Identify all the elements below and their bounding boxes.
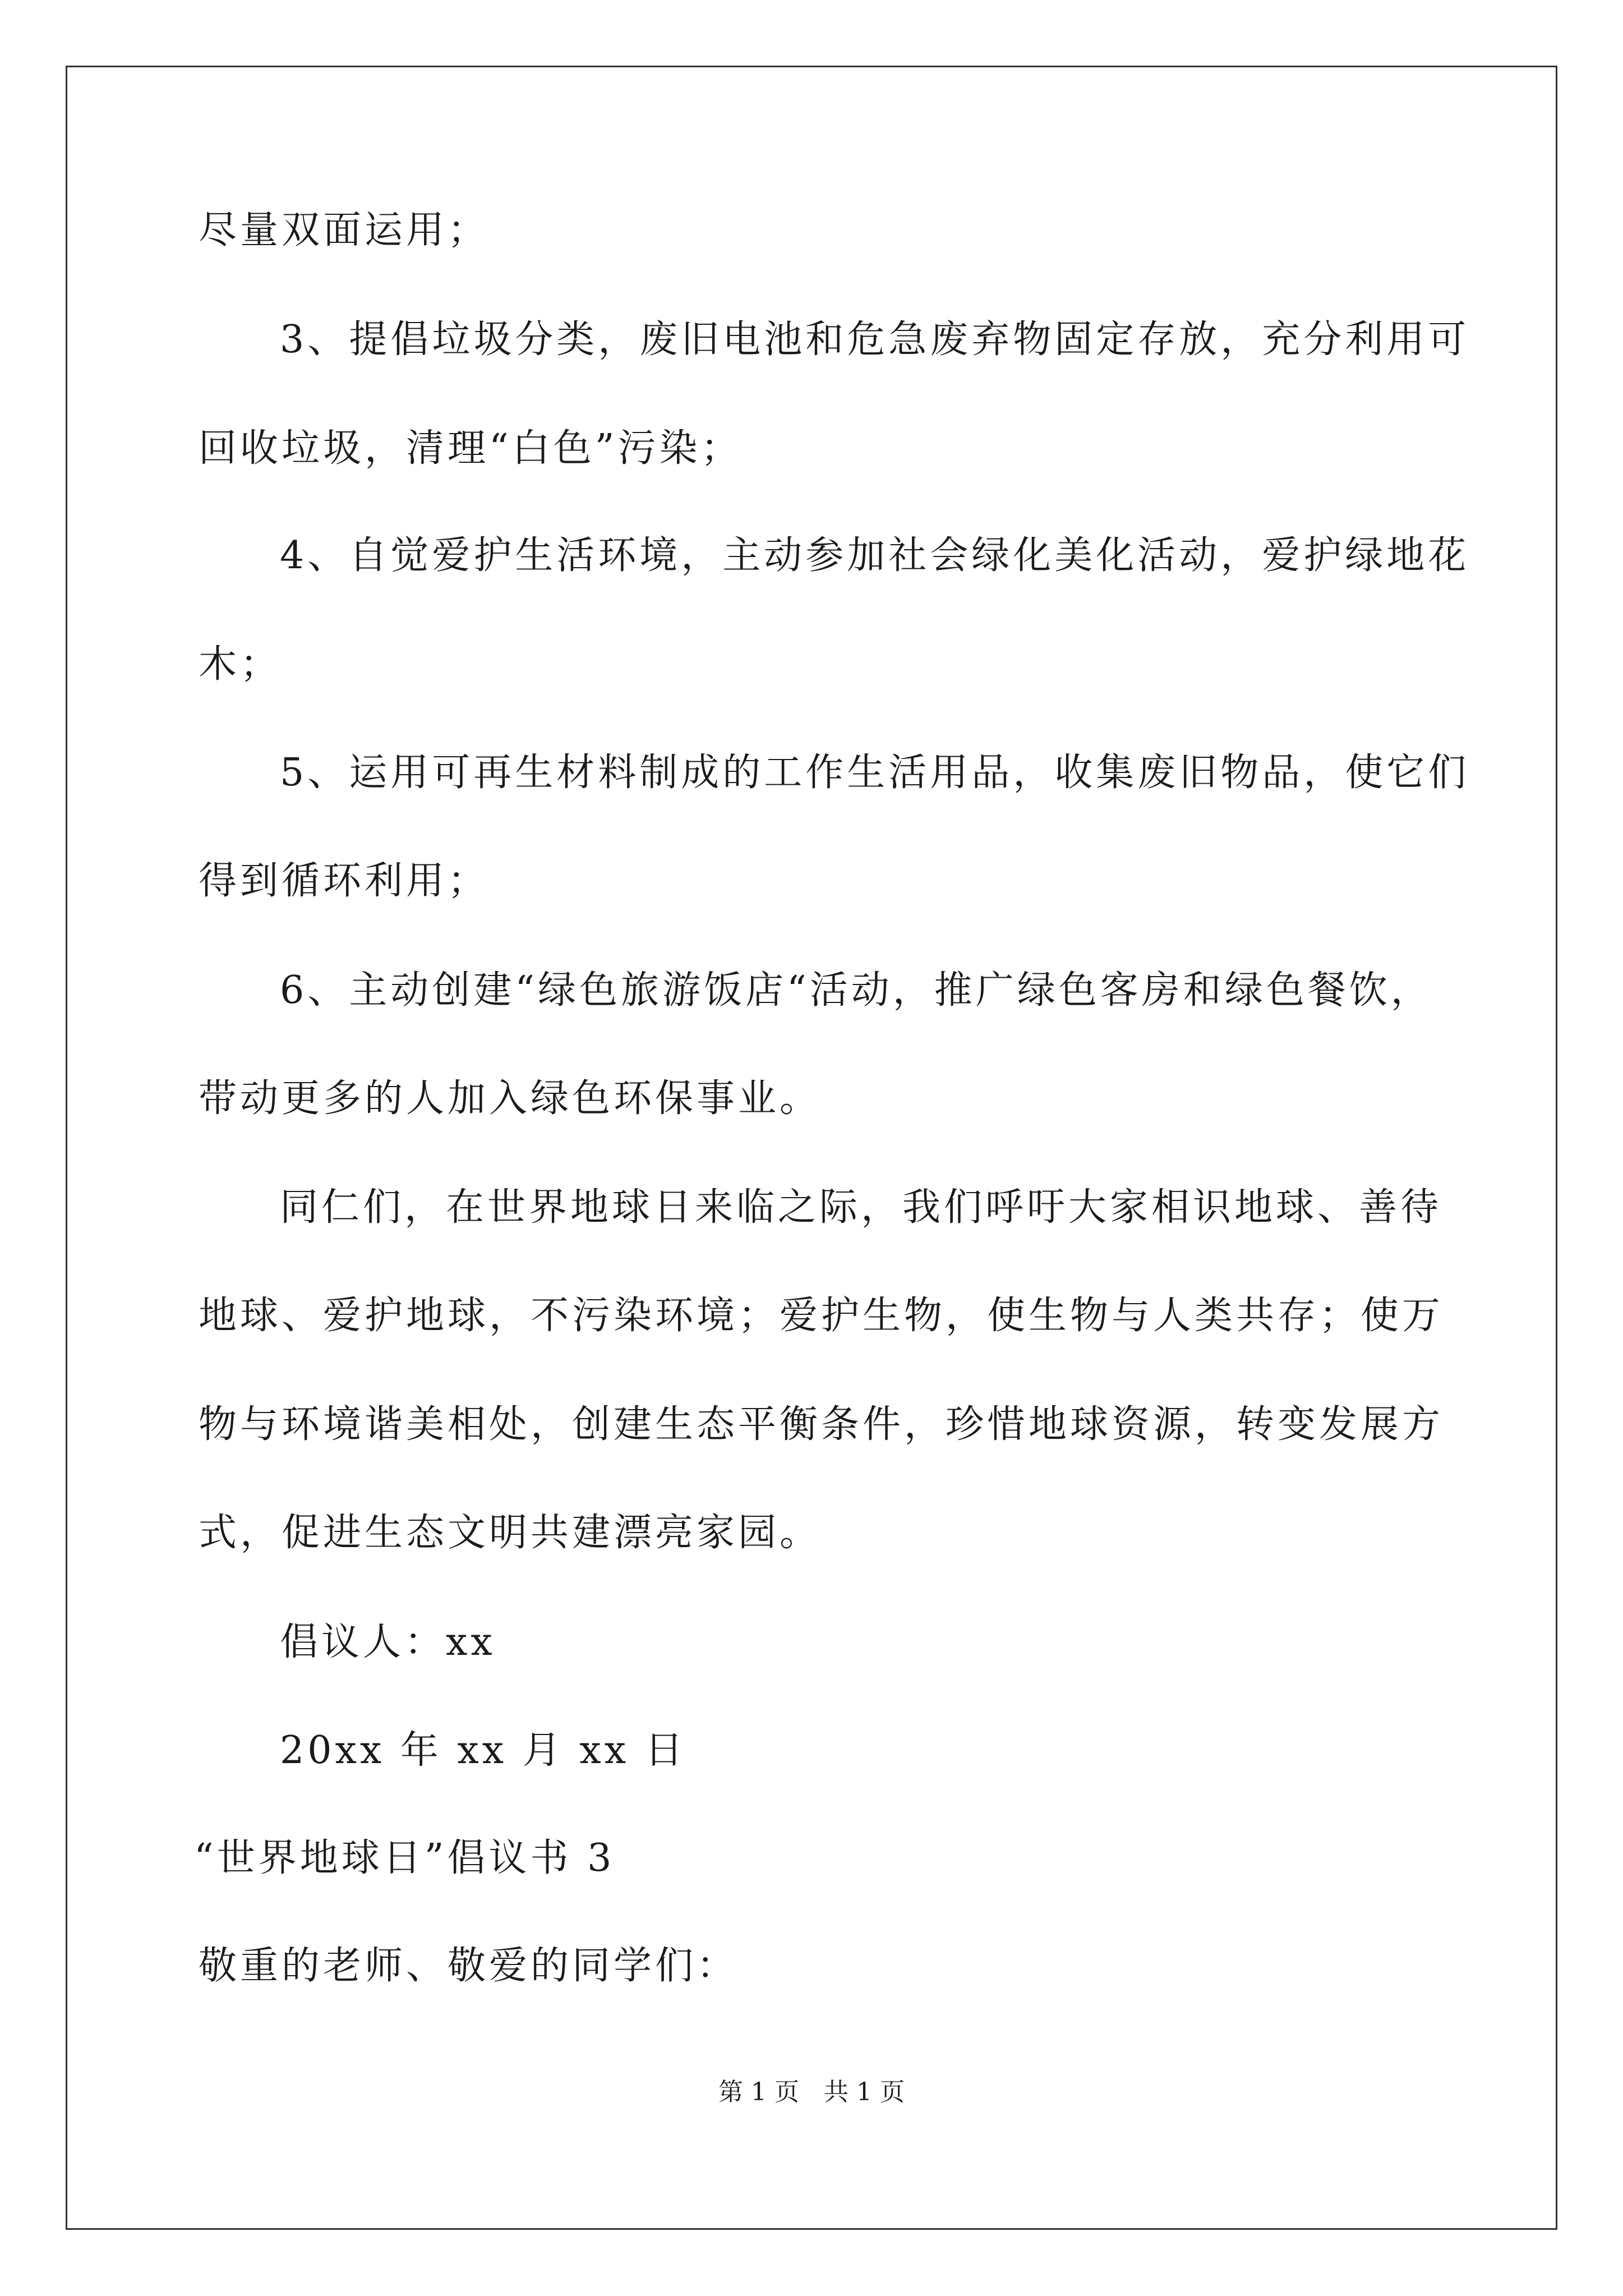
- page-footer: 第 1 页 共 1 页: [718, 2078, 905, 2106]
- text-line: 木；: [199, 642, 282, 687]
- text-line: 物与环境谐美相处，创建生态平衡条件，珍惜地球资源，转变发展方: [199, 1402, 1444, 1447]
- text-line: 4、自觉爱护生活环境，主动参加社会绿化美化活动，爱护绿地花: [280, 533, 1470, 578]
- text-line: 6、主动创建“绿色旅游饭店“活动，推广绿色客房和绿色餐饮，: [280, 968, 1432, 1013]
- salutation-line: 敬重的老师、敬爱的同学们：: [199, 1944, 739, 1988]
- text-line: 5、运用可再生材料制成的工作生活用品，收集废旧物品，使它们: [280, 751, 1470, 795]
- text-line: 同仁们，在世界地球日来临之际，我们呼吁大家相识地球、善待: [280, 1185, 1442, 1230]
- signature-line: 倡议人：xx: [280, 1620, 496, 1664]
- text-line: 得到循环利用；: [199, 859, 490, 903]
- text-line: 3、提倡垃圾分类，废旧电池和危急废弃物固定存放，充分利用可: [280, 318, 1470, 362]
- text-line: 带动更多的人加入绿色环保事业。: [199, 1076, 822, 1121]
- text-line: 回收垃圾，清理“白色”污染；: [199, 426, 743, 471]
- text-line: 式，促进生态文明共建漂亮家园。: [199, 1511, 822, 1555]
- text-line: 地球、爱护地球，不污染环境；爱护生物，使生物与人类共存；使万: [199, 1294, 1444, 1338]
- page-border: [66, 66, 1557, 2230]
- date-line: 20xx 年 xx 月 xx 日: [280, 1728, 686, 1773]
- text-line: 尽量双面运用；: [199, 208, 490, 252]
- section-title: “世界地球日”倡议书 3: [194, 1836, 615, 1880]
